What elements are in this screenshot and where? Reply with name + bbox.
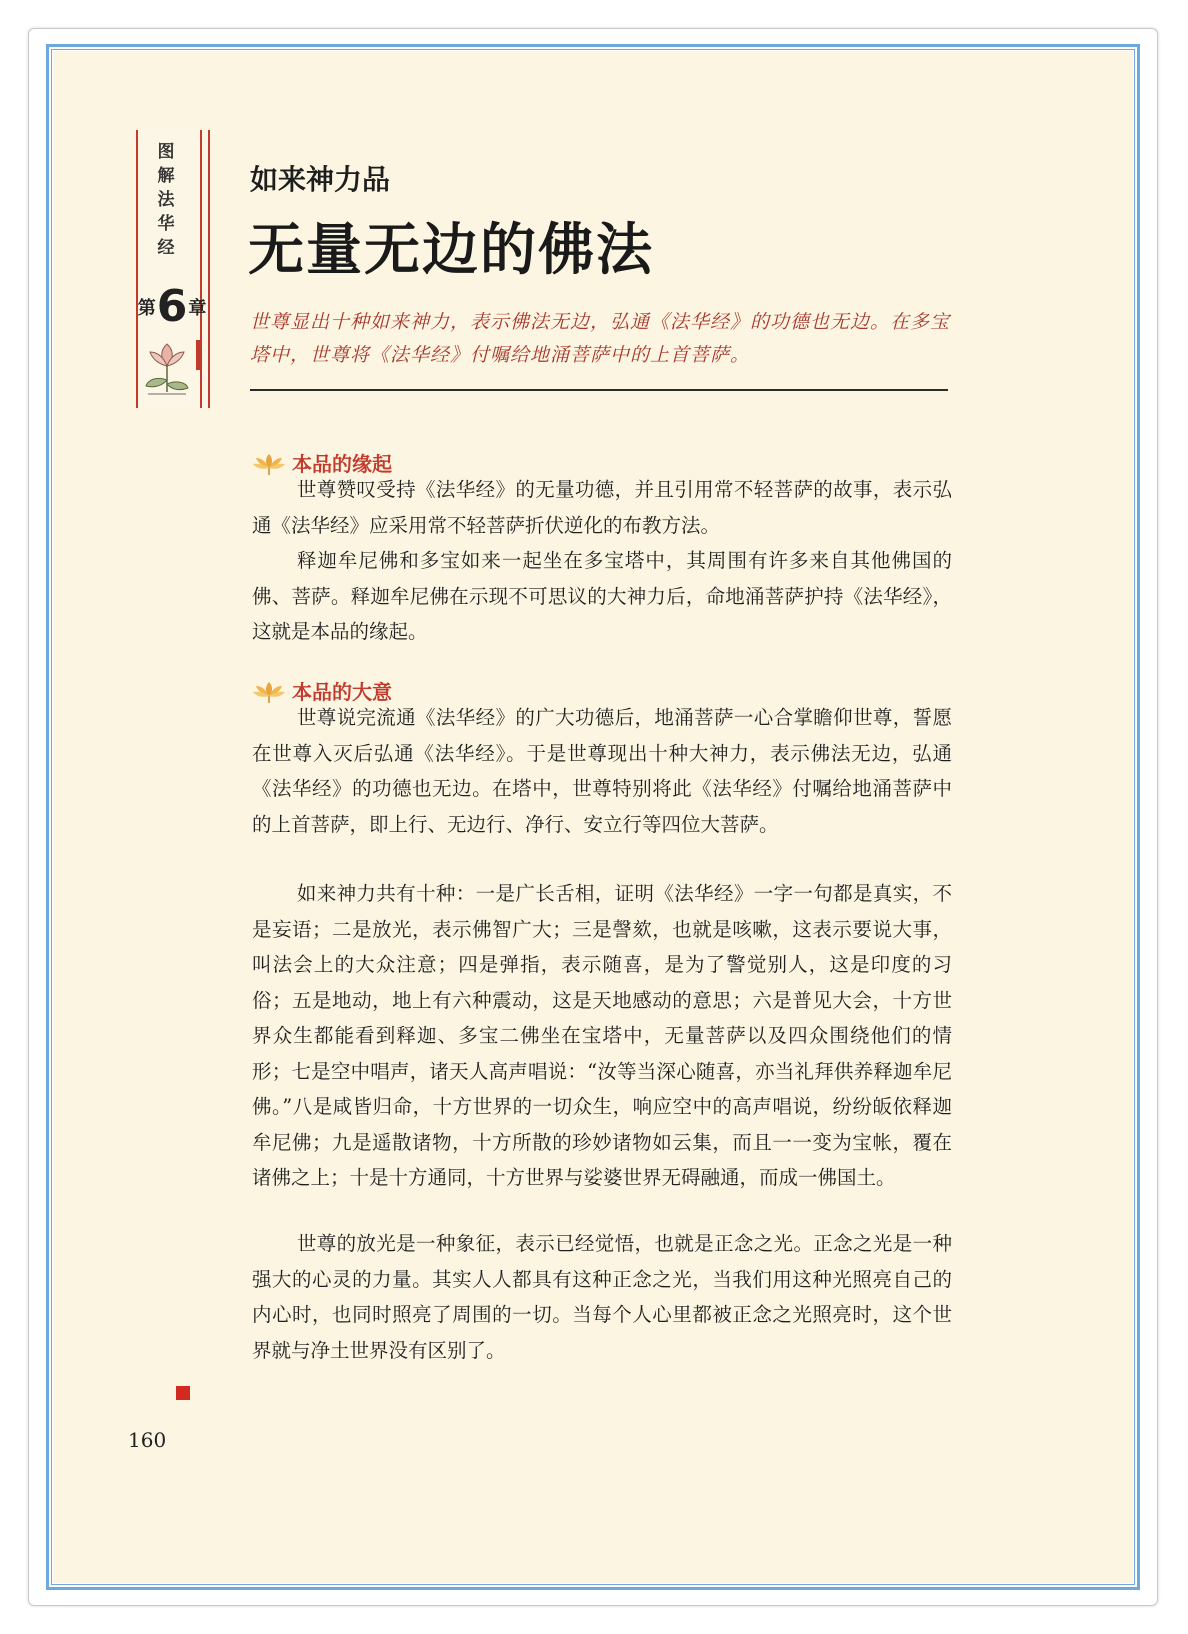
paragraph: 世尊赞叹受持《法华经》的无量功德，并且引用常不轻菩萨的故事，表示弘通《法华经》应采用常不轻菩萨折伏逆化的布教方法。 — [252, 478, 952, 537]
page-marker — [176, 1386, 190, 1400]
title-divider — [250, 389, 948, 391]
chapter-number: 6 — [156, 281, 188, 332]
page-title: 无量无边的佛法 — [248, 217, 654, 283]
paragraph: 世尊说完流通《法华经》的广大功德后，地涌菩萨一心合掌瞻仰世尊，誓愿在世尊入灭后弘通《法华经》。于是世尊现出十种大神力，表示佛法无边，弘通《法华经》的功德也无边。在塔中，世尊特别将此《法华经》付嘱给地涌菩萨中的上首菩萨，即上行、无边行、净行、安立行等四位大菩萨。 — [252, 706, 952, 836]
paragraph: 如来神力共有十种：一是广长舌相，证明《法华经》一字一句都是真实，不是妄语；二是放光，表示佛智广大；三是謦欬，也就是咳嗽，这表示要说大事，叫法会上的大众注意；四是弹指，表示随喜，是为了警觉别人，这是印度的习俗；五是地动，地上有六种震动，这是天地感动的意思；六是普见大会，十方世界众生都能看到释迦、多宝二佛坐在宝塔中，无量菩萨以及四众围绕他们的情形；七是空中唱声，诸天人高声唱说：“汝等当深心随喜，亦当礼拜供养释迦牟尼佛。”八是咸皆归命，十方世界的一切众生，响应空中的高声唱说，纷纷皈依释迦牟尼佛；九是遥散诸物，十方所散的珍妙诸物如云集，而且一一变为宝帐，覆在诸佛之上；十是十方通同，十方世界与娑婆世界无碍融通，而成一佛国土。 — [252, 882, 952, 1189]
tab-rule — [200, 130, 202, 408]
page-number: 160 — [128, 1428, 167, 1452]
chapter-subtitle: 如来神力品 — [250, 163, 391, 196]
chapter-prefix: 第 — [137, 298, 156, 319]
tab-rule-accent — [196, 340, 200, 370]
book-title: 图解法华经 — [157, 142, 175, 258]
section-heading-label: 本品的缘起 — [292, 452, 392, 476]
intro-summary: 世尊显出十种如来神力，表示佛法无边，弘通《法华经》的功德也无边。在多宝塔中，世尊将《法华经》付嘱给地涌菩萨中的上首菩萨。 — [250, 311, 951, 366]
section-heading-label: 本品的大意 — [292, 680, 392, 704]
paragraph: 世尊的放光是一种象征，表示已经觉悟，也就是正念之光。正念之光是一种强大的心灵的力量。其实人人都具有这种正念之光，当我们用这种光照亮自己的内心时，也同时照亮了周围的一切。当每个人心里都被正念之光照亮时，这个世界就与净土世界没有区别了。 — [252, 1232, 952, 1362]
chapter-label — [137, 281, 207, 332]
paragraph: 释迦牟尼佛和多宝如来一起坐在多宝塔中，其周围有许多来自其他佛国的佛、菩萨。释迦牟尼佛在示现不可思议的大神力后，命地涌菩萨护持《法华经》，这就是本品的缘起。 — [252, 549, 952, 643]
chapter-suffix: 章 — [188, 298, 207, 319]
lotus-icon — [142, 336, 192, 398]
